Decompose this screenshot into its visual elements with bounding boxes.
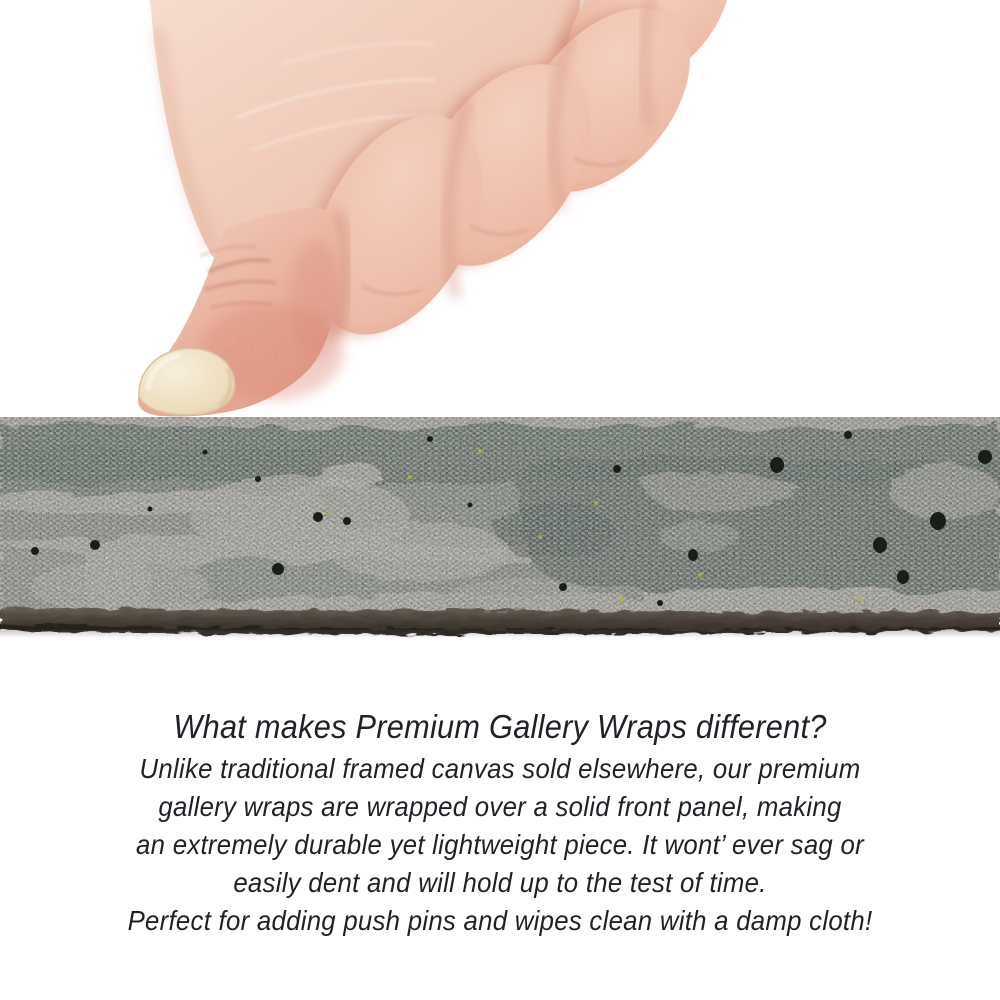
- canvas-edge-photo: [0, 417, 1000, 640]
- info-line-1: Unlike traditional framed canvas sold elsewhere, our premium: [139, 753, 861, 784]
- info-line-4: easily dent and will hold up to the test of time.: [233, 867, 767, 898]
- canvas-strip-illustration: [0, 417, 1000, 640]
- info-heading: What makes Premium Gallery Wraps different?: [173, 708, 827, 745]
- hand-illustration: [0, 0, 1000, 418]
- hand-photo: [0, 0, 1000, 418]
- info-line-5: Perfect for adding push pins and wipes clean with a damp cloth!: [127, 905, 873, 936]
- info-text-block: [0, 707, 1000, 940]
- info-line-2: gallery wraps are wrapped over a solid front panel, making: [158, 791, 842, 822]
- info-line-3: an extremely durable yet lightweight piece. It wont’ ever sag or: [136, 829, 864, 860]
